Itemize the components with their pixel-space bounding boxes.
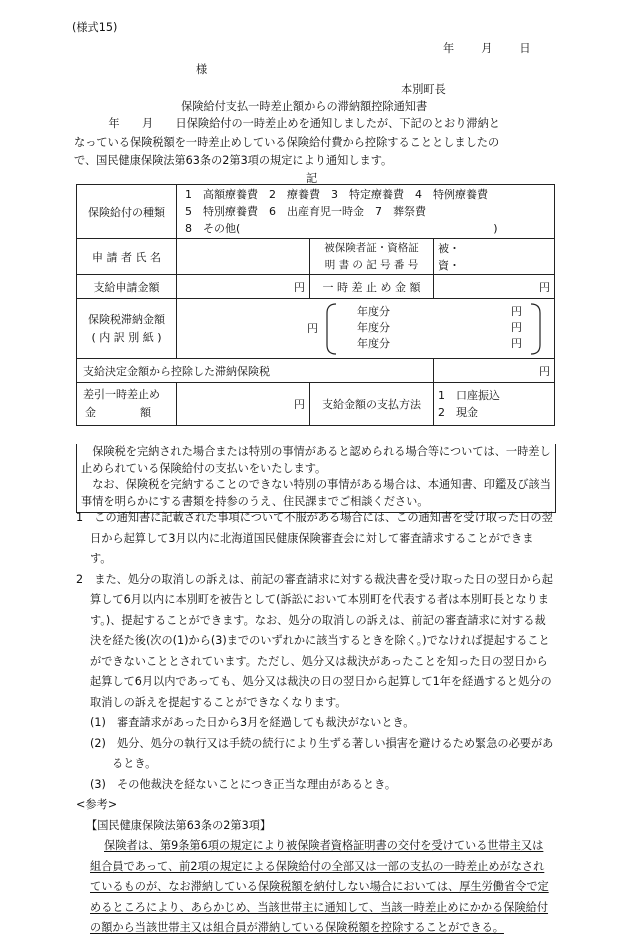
cert-label-line: 明 書 の 記 号 番 号 bbox=[324, 258, 419, 271]
payment-method-option: 1 口座振込 bbox=[438, 389, 500, 402]
body-text bbox=[74, 115, 556, 171]
fy-row: 年度分 bbox=[357, 304, 390, 318]
body-line: で、国民健康保険法第63条の2第3項の規定により通知します。 bbox=[74, 154, 393, 167]
body-line: 年 月 日保険給付の一時差止めを通知しましたが、下記のとおり滞納と bbox=[86, 117, 500, 130]
benefit-type-options bbox=[177, 185, 555, 239]
fy-row: 年度分 bbox=[357, 336, 390, 350]
fy-yen: 円 bbox=[511, 320, 522, 334]
note-item-2: 2 また、処分の取消しの訴えは、前記の審査請求に対する裁決書を受け取った日の翌日から起算して6月以内に本別町を被告として(訴訟において本別町を代表する者は本別町長となります。)、提起することができます。なお、処分の取消しの訴えは、前記の審査請求に対する裁決を経た後(次の(1)から(3)までのいずれかに該当するときを除く。)でなければ提起することができないこととされています。ただし、処分又は裁決があったことを知った日の翌日から起算して6月以内であっても、処分又は裁決の日の翌日から起算して1年を経過すると処分の取消しの訴えを提起することができなくなります。 bbox=[76, 572, 553, 709]
note-sub-1: (1) 審査請求があった日から3月を経過しても裁決がないとき。 bbox=[90, 716, 415, 729]
applicant-label: 申 請 者 氏 名 bbox=[77, 239, 177, 275]
month-label: 月 bbox=[481, 42, 493, 55]
date-line bbox=[443, 40, 531, 56]
reference-text: 保険者は、第9条第6項の規定により被保険者資格証明書の交付を受けている世帯主又は組合員であって、前2項の規定による保険給付の全部又は一部の支払の一時差止めがなされているものが、なお滞納している保険税額を納付しない場合においては、厚生労働省令で定めるところにより、あらかじめ、当該世帯主に通知して、当該一時差止めにかかる保険給付の額から当該世帯主又は組合員が滞納している保険税額を控除することができる。 bbox=[90, 839, 549, 934]
pay-request-label: 支給申請金額 bbox=[77, 275, 177, 299]
suspend-label: 一 時 差 止 め 金 額 bbox=[310, 275, 434, 299]
cert-value-shi: 資・ bbox=[438, 258, 460, 272]
note-sub-2: (2) 処分、処分の執行又は手続の続行により生ずる著しい損害を避けるため緊急の必要があるとき。 bbox=[90, 736, 554, 770]
cert-values bbox=[434, 239, 555, 275]
document-title: 保険給付支払一時差止額からの滞納額控除通知書 bbox=[181, 100, 428, 113]
notes-section bbox=[76, 508, 554, 939]
deducted-label: 支給決定金額から控除した滞納保険税 bbox=[77, 359, 434, 383]
notice-box bbox=[76, 444, 556, 513]
fy-yen: 円 bbox=[511, 304, 522, 318]
deducted-yen: 円 bbox=[434, 359, 555, 383]
applicant-value bbox=[177, 239, 310, 275]
fy-yen-list bbox=[511, 304, 522, 352]
note-sub-3: (3) その他裁決を経ないことにつき正当な理由があるとき。 bbox=[90, 777, 397, 791]
ki-marker: 記 bbox=[306, 172, 318, 185]
benefit-line: 8 その他( ) bbox=[185, 222, 498, 235]
details-table bbox=[76, 184, 555, 426]
balance-yen: 円 bbox=[177, 383, 310, 426]
notice-paragraph: 保険税を完納された場合または特別の事情があると認められる場合等については、一時差し止められている保険給付の支払いをいたします。 bbox=[81, 445, 551, 475]
benefit-type-label: 保険給付の種類 bbox=[77, 185, 177, 239]
benefit-line: 1 高額療養費 2 療養費 3 特定療養費 4 特例療養費 bbox=[185, 188, 488, 201]
tax-arrears-label-line: ( 内 訳 別 紙 ) bbox=[91, 330, 162, 344]
tax-arrears-label-line: 保険税滞納金額 bbox=[88, 312, 165, 326]
year-label: 年 bbox=[443, 42, 455, 55]
payment-method-options bbox=[434, 383, 555, 426]
reference-title: <参考> bbox=[76, 798, 118, 811]
pay-request-yen: 円 bbox=[177, 275, 310, 299]
tax-arrears-label bbox=[77, 299, 177, 359]
body-line: なっている保険税額を一時差止めしている保険給付費から控除することとしましたの bbox=[74, 135, 500, 149]
tax-arrears-value bbox=[177, 299, 555, 359]
fy-list bbox=[357, 304, 390, 352]
balance-label bbox=[77, 383, 177, 426]
tax-arrears-yen: 円 bbox=[307, 321, 318, 335]
notice-paragraph: なお、保険税を完納することのできない特別の事情がある場合は、本通知書、印鑑及び該当事情を明らかにする書類を持参のうえ、住民課までご相談ください。 bbox=[81, 478, 551, 508]
reference-law: 【国民健康保険法第63条の2第3項】 bbox=[86, 818, 272, 832]
note-item-1: 1 この通知書に記載された事項について不服がある場合には、この通知書を受け取った日の翌日から起算して3月以内に北海道国民健康保険審査会に対して審査請求することができます。 bbox=[76, 511, 553, 565]
cert-label bbox=[310, 239, 434, 275]
issuer: 本別町長 bbox=[401, 83, 446, 96]
left-bracket-icon bbox=[324, 303, 338, 355]
balance-label-line: 差引一時差止め bbox=[83, 388, 160, 401]
fy-yen: 円 bbox=[511, 336, 522, 350]
form-number: (様式15) bbox=[72, 21, 118, 34]
addressee-suffix: 様 bbox=[196, 63, 208, 76]
right-bracket-icon bbox=[529, 303, 543, 355]
fy-row: 年度分 bbox=[357, 320, 390, 334]
balance-label-line: 金 額 bbox=[85, 406, 151, 419]
cert-label-line: 被保険者証・資格証 bbox=[324, 241, 419, 254]
payment-method-option: 2 現金 bbox=[438, 406, 478, 419]
day-label: 日 bbox=[519, 42, 531, 55]
cert-value-hi: 被・ bbox=[438, 241, 460, 255]
payment-method-label: 支給金額の支払方法 bbox=[310, 383, 434, 426]
benefit-line: 5 特別療養費 6 出産育児一時金 7 葬祭費 bbox=[185, 205, 426, 218]
suspend-yen: 円 bbox=[434, 275, 555, 299]
